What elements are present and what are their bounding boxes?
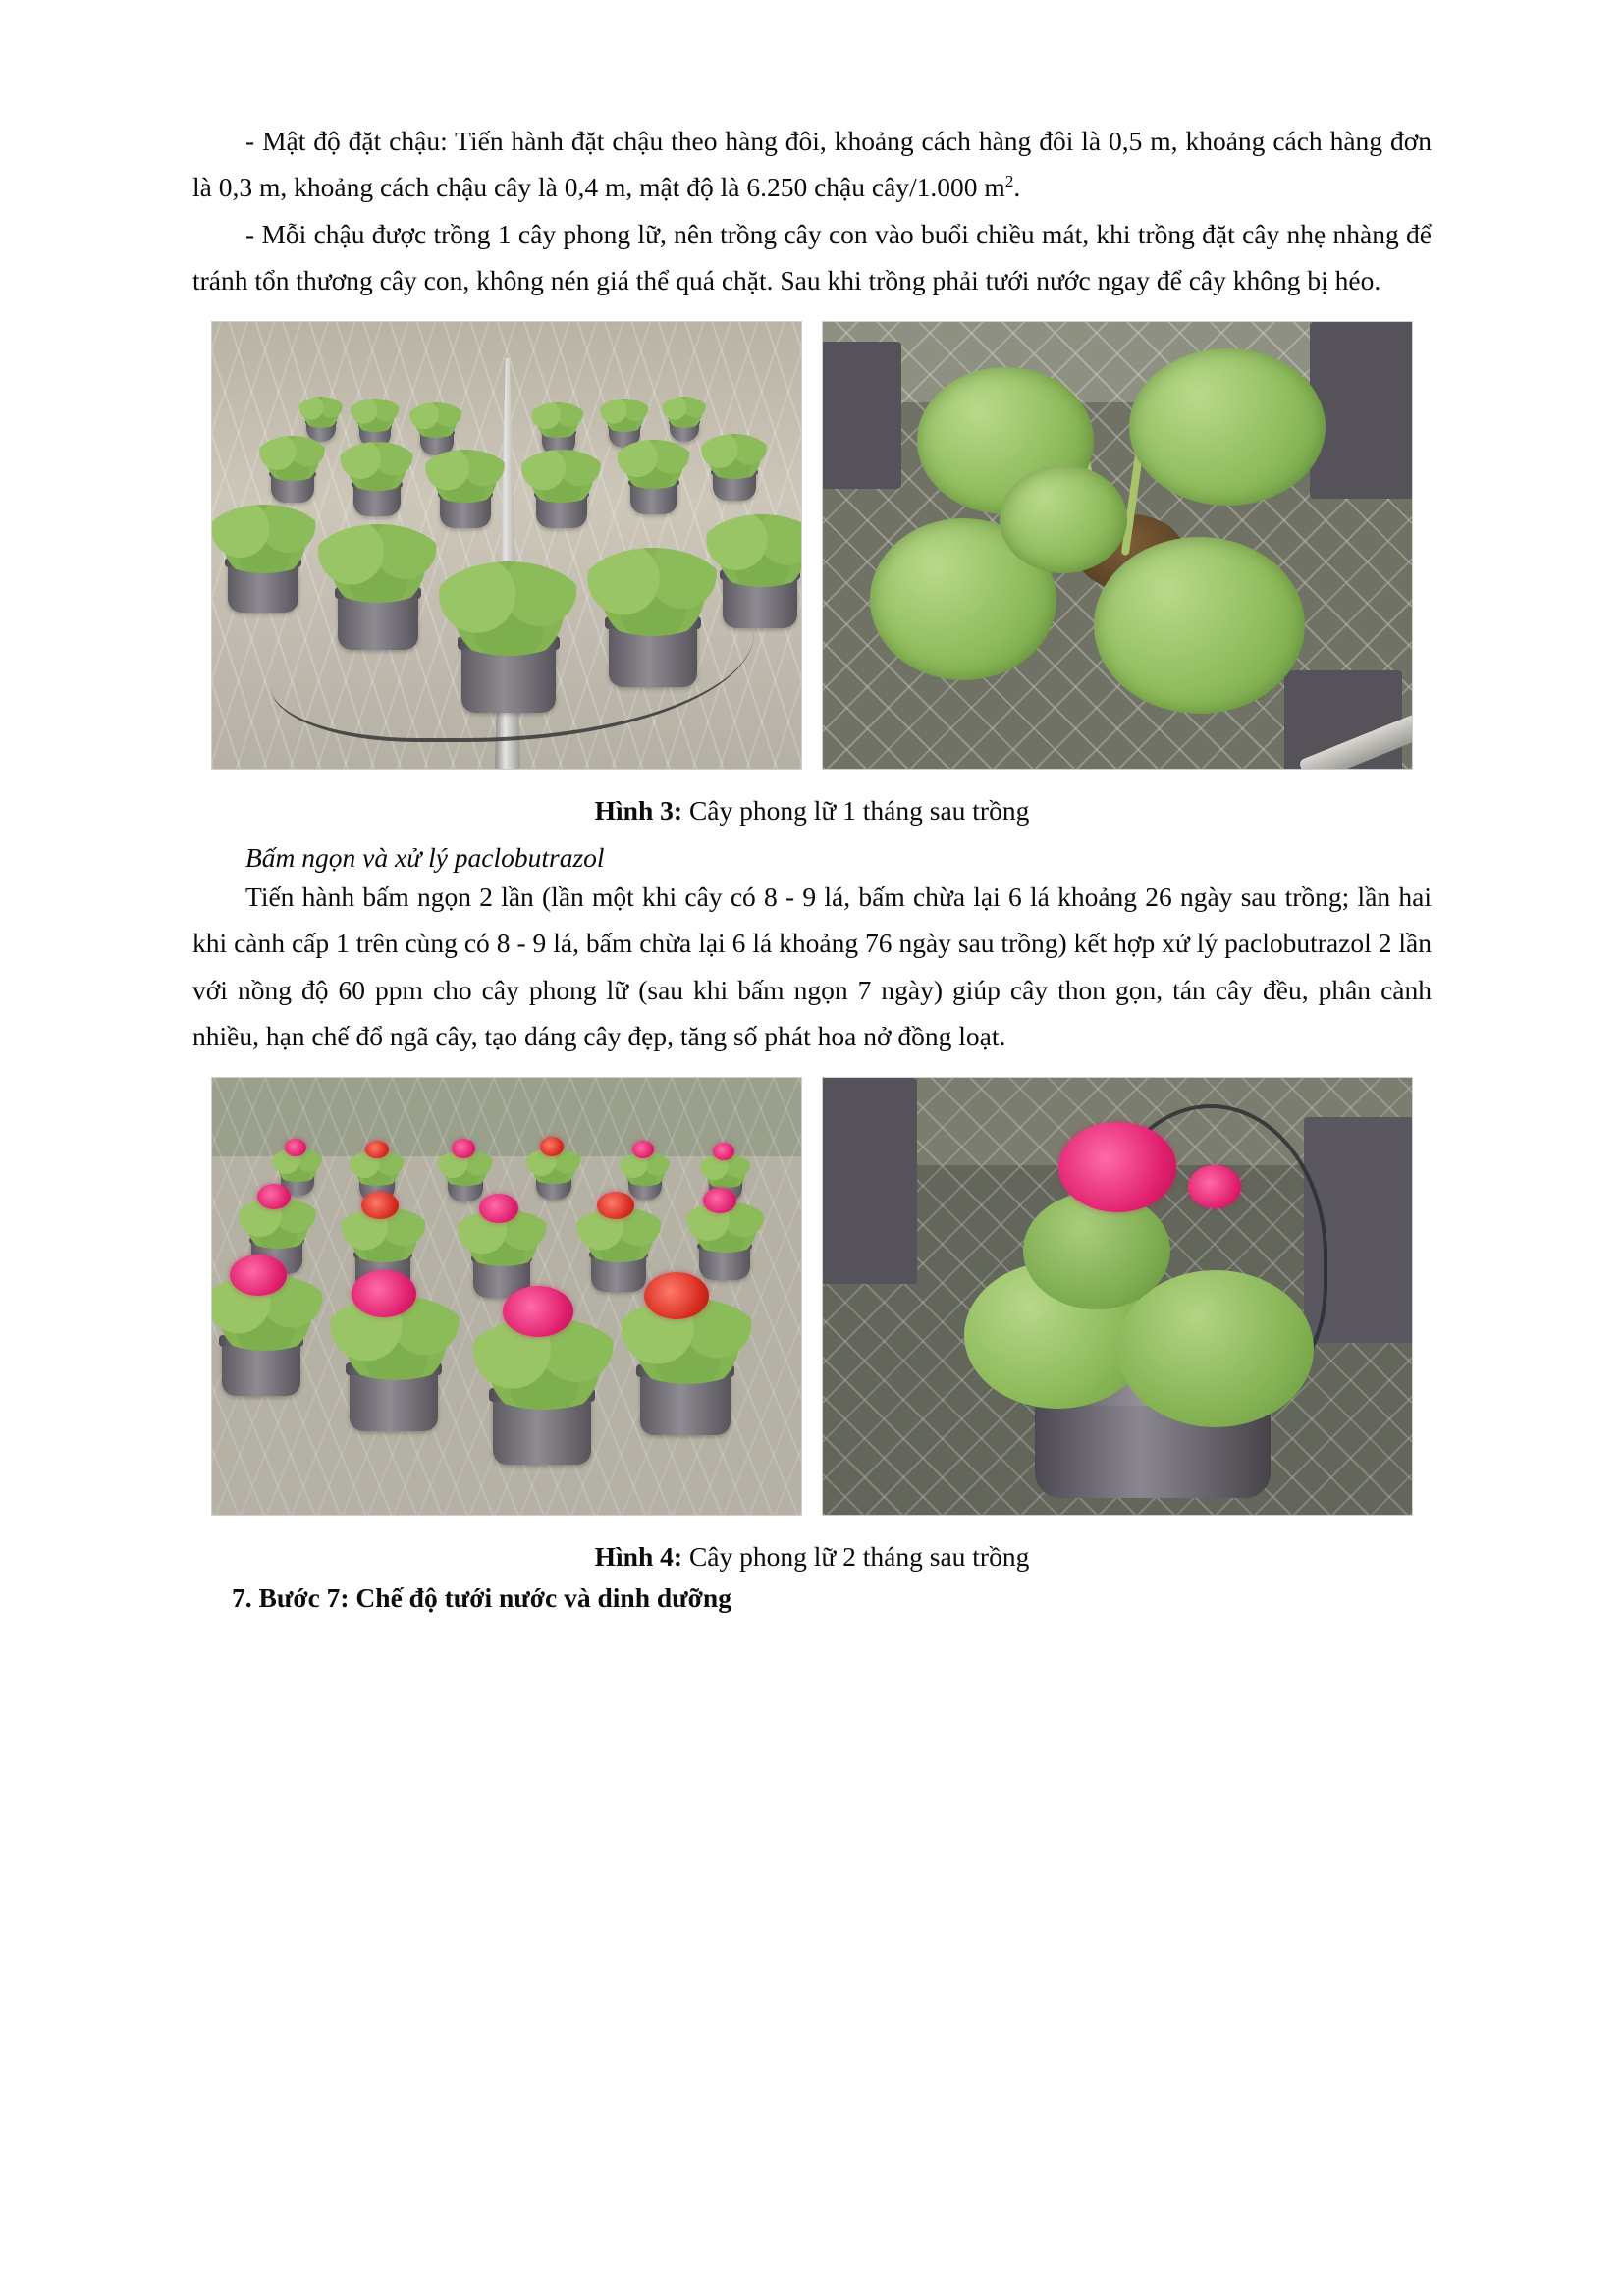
superscript-two: 2 (1004, 172, 1014, 191)
geranium-leaf (1129, 348, 1326, 506)
geranium-leaf (1117, 1270, 1314, 1427)
geranium-leaf (1094, 537, 1305, 714)
subheading-pinching: Bấm ngọn và xử lý paclobutrazol (245, 842, 605, 874)
figure-3-label: Hình 3: (594, 795, 683, 827)
paragraph-transplanting (192, 211, 1432, 304)
geranium-flower-head (1058, 1122, 1176, 1212)
flowering-plant-rows (212, 1078, 801, 1515)
figure-4-label: Hình 4: (594, 1541, 683, 1573)
figure-3-block (192, 321, 1432, 827)
paragraph-text: - Mỗi chậu được trồng 1 cây phong lữ, nên trồng cây con vào buổi chiều mát, khi trồng đặt cây nhẹ nhàng để tránh tổn thương cây con, không nén giá thể quá chặt. Sau khi trồng phải tưới nước ngay để cây không bị héo. (192, 218, 1432, 295)
figure-3-caption (192, 795, 1432, 827)
figure-4-caption-text: Cây phong lữ 2 tháng sau trồng (688, 1541, 1030, 1573)
neighbor-pot (822, 342, 901, 489)
figure-3-right-photo (822, 321, 1413, 770)
figure-4-right-photo (822, 1077, 1413, 1516)
paragraph-planting-density (192, 118, 1432, 211)
geranium-leaf (1000, 465, 1127, 573)
figure-4-photo-row (192, 1077, 1432, 1516)
figure-4-left-photo (211, 1077, 802, 1516)
figure-4-caption (192, 1541, 1432, 1573)
figure-3-photo-row (192, 321, 1432, 770)
figure-3-caption-text: Cây phong lữ 1 tháng sau trồng (688, 795, 1030, 827)
paragraph-text: - Mật độ đặt chậu: Tiến hành đặt chậu theo hàng đôi, khoảng cách hàng đôi là 0,5 m, khoảng cách hàng đơn là 0,3 m, khoảng cách chậu cây là 0,4 m, mật độ là 6.250 chậu cây/1.000 m (192, 126, 1432, 203)
neighbor-pot (1310, 322, 1413, 499)
figure-4-block (192, 1077, 1432, 1573)
section-heading-step-7: 7. Bước 7: Chế độ tưới nước và dinh dưỡng (232, 1582, 731, 1614)
paragraph-period: . (1013, 172, 1021, 203)
paragraph-pinching-paclobutrazol (192, 874, 1432, 1059)
neighbor-pot (822, 1078, 917, 1284)
figure-3-left-photo (211, 321, 802, 770)
paragraph-text: Tiến hành bấm ngọn 2 lần (lần một khi cây có 8 - 9 lá, bấm chừa lại 6 lá khoảng 26 ngày sau trồng; lần hai khi cành cấp 1 trên cùng có 8 - 9 lá, bấm chừa lại 6 lá khoảng 76 ngày sau trồng) kết hợp xử lý paclobutrazol 2 lần với nồng độ 60 ppm cho cây phong lữ (sau khi bấm ngọn 7 ngày) giúp cây thon gọn, tán cây đều, phân cành nhiều, hạn chế đổ ngã cây, tạo dáng cây đẹp, tăng số phát hoa nở đồng loạt. (192, 881, 1432, 1052)
potted-plant-rows (212, 322, 801, 769)
